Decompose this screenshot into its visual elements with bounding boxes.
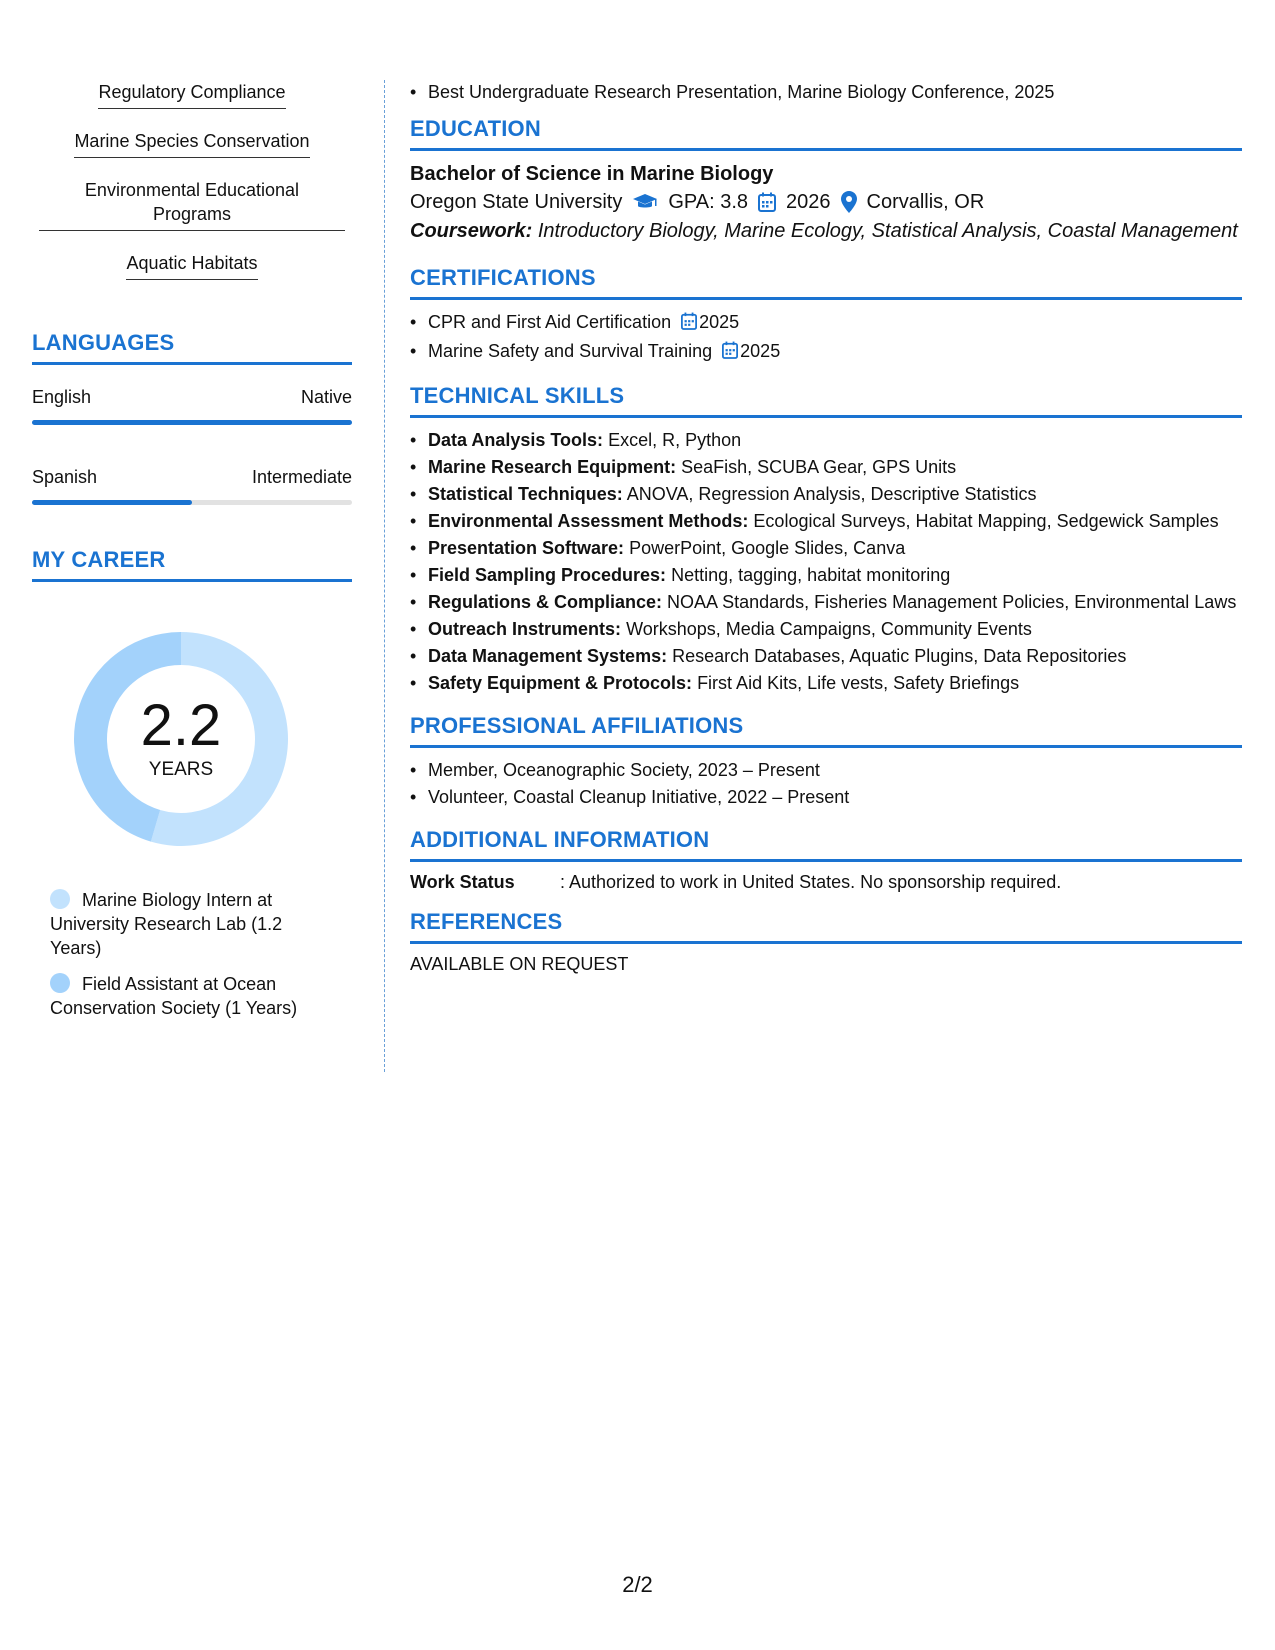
work-status-row [410, 872, 1242, 893]
work-status-value: : Authorized to work in United States. No sponsorship required. [560, 872, 1062, 892]
technical-skill-value: Ecological Surveys, Habitat Mapping, Sedgewick Samples [753, 511, 1219, 531]
technical-skill-value: SeaFish, SCUBA Gear, GPS Units [681, 457, 957, 477]
language-row [32, 387, 352, 408]
gpa: GPA: 3.8 [668, 191, 748, 213]
technical-skill-item [410, 644, 1242, 668]
languages-title: LANGUAGES [32, 330, 352, 365]
references-title: REFERENCES [410, 909, 1242, 944]
technical-skills-list [410, 428, 1242, 695]
language-list [32, 387, 352, 505]
legend-dot [50, 889, 70, 909]
technical-skill-label: Data Analysis Tools: [428, 430, 604, 450]
legend-item [50, 888, 320, 960]
technical-skill-value: Excel, R, Python [608, 430, 742, 450]
certification-item [410, 339, 1242, 365]
additional-info-title: ADDITIONAL INFORMATION [410, 827, 1242, 862]
certification-name: Marine Safety and Survival Training [428, 341, 713, 361]
certifications-list [410, 310, 1242, 365]
page-number: 2/2 [622, 1572, 653, 1597]
awards-list [410, 80, 1242, 104]
affiliation-item: • Member, Oceanographic Society, 2023 – Present [410, 758, 1242, 782]
technical-skill-label: Environmental Assessment Methods: [428, 511, 749, 531]
technical-skill-label: Field Sampling Procedures: [428, 565, 667, 585]
technical-skill-item [410, 536, 1242, 560]
career-section [32, 547, 352, 1020]
technical-skill-item [410, 509, 1242, 533]
technical-skill-value: Workshops, Media Campaigns, Community Events [626, 619, 1032, 639]
technical-skill-value: First Aid Kits, Life vests, Safety Briefings [697, 673, 1020, 693]
language-name: Spanish [32, 467, 98, 487]
education-details [410, 187, 1242, 217]
technical-skill-item [410, 563, 1242, 587]
skill-tags [32, 80, 352, 300]
technical-skill-item [410, 617, 1242, 641]
technical-skill-label: Safety Equipment & Protocols: [428, 673, 693, 693]
graduation-cap-icon [632, 193, 658, 211]
language-row [32, 467, 352, 488]
skill-tag: Regulatory Compliance [98, 80, 285, 109]
language-bar-fill [32, 500, 192, 505]
school-location: Corvallis, OR [866, 191, 985, 213]
technical-skill-value: Research Databases, Aquatic Plugins, Data Repositories [672, 646, 1127, 666]
technical-skill-value: PowerPoint, Google Slides, Canva [629, 538, 906, 558]
certification-item [410, 310, 1242, 336]
technical-skill-label: Marine Research Equipment: [428, 457, 677, 477]
language-level: Native [300, 387, 352, 407]
languages-section [32, 330, 352, 505]
language-bar-fill [32, 420, 352, 425]
career-total-unit: YEARS [148, 759, 214, 780]
technical-skill-item [410, 671, 1242, 695]
technical-skills-title: TECHNICAL SKILLS [410, 383, 1242, 418]
skill-tag: Marine Species Conservation [74, 129, 309, 158]
location-pin-icon [841, 191, 857, 213]
technical-skill-item [410, 590, 1242, 614]
language-name: English [32, 387, 92, 407]
language-level: Intermediate [251, 467, 352, 487]
technical-skill-label: Statistical Techniques: [428, 484, 623, 504]
technical-skill-item [410, 428, 1242, 452]
references-text: AVAILABLE ON REQUEST [410, 954, 629, 974]
certification-year: 2025 [699, 312, 740, 332]
school-name: Oregon State University [410, 191, 623, 213]
legend-label: Field Assistant at Ocean Conservation Society (1 Years) [50, 974, 298, 1018]
work-status-label: Work Status [410, 872, 515, 892]
legend-item [50, 972, 320, 1020]
award-item: • Best Undergraduate Research Presentation, Marine Biology Conference, 2025 [410, 80, 1242, 104]
affiliations-list [410, 758, 1242, 809]
language-bar [32, 420, 352, 425]
skill-tag: Aquatic Habitats [126, 251, 257, 280]
certification-name: CPR and First Aid Certification [428, 312, 672, 332]
legend-label: Marine Biology Intern at University Research Lab (1.2 Years) [50, 890, 283, 958]
skill-tag: Environmental Educational Programs [39, 178, 345, 231]
certification-year: 2025 [740, 341, 781, 361]
graduation-year: 2026 [786, 191, 831, 213]
language-bar [32, 500, 352, 505]
calendar-icon [758, 192, 776, 212]
right-column [410, 80, 1242, 975]
education-title: EDUCATION [410, 116, 1242, 151]
career-total-value: 2.2 [140, 693, 222, 758]
coursework-list: Introductory Biology, Marine Ecology, Statistical Analysis, Coastal Management [537, 220, 1238, 242]
technical-skill-label: Presentation Software: [428, 538, 625, 558]
calendar-icon [722, 341, 738, 365]
column-divider [384, 80, 385, 1072]
technical-skill-label: Outreach Instruments: [428, 619, 622, 639]
affiliations-title: PROFESSIONAL AFFILIATIONS [410, 713, 1242, 748]
technical-skill-label: Data Management Systems: [428, 646, 668, 666]
career-donut [66, 624, 296, 854]
career-legend [50, 888, 320, 1020]
legend-dot [50, 973, 70, 993]
technical-skill-value: Netting, tagging, habitat monitoring [671, 565, 951, 585]
technical-skill-value: ANOVA, Regression Analysis, Descriptive Statistics [626, 484, 1037, 504]
left-column [32, 80, 352, 1032]
career-donut-center [66, 624, 296, 854]
coursework-label: Coursework: [410, 220, 533, 242]
technical-skill-item [410, 482, 1242, 506]
coursework [410, 219, 1242, 243]
technical-skill-label: Regulations & Compliance: [428, 592, 663, 612]
degree-title: Bachelor of Science in Marine Biology [410, 163, 774, 185]
career-title: MY CAREER [32, 547, 352, 582]
affiliation-item: • Volunteer, Coastal Cleanup Initiative, 2022 – Present [410, 785, 1242, 809]
calendar-icon [681, 312, 697, 336]
certifications-title: CERTIFICATIONS [410, 265, 1242, 300]
technical-skill-value: NOAA Standards, Fisheries Management Policies, Environmental Laws [667, 592, 1237, 612]
technical-skill-item [410, 455, 1242, 479]
